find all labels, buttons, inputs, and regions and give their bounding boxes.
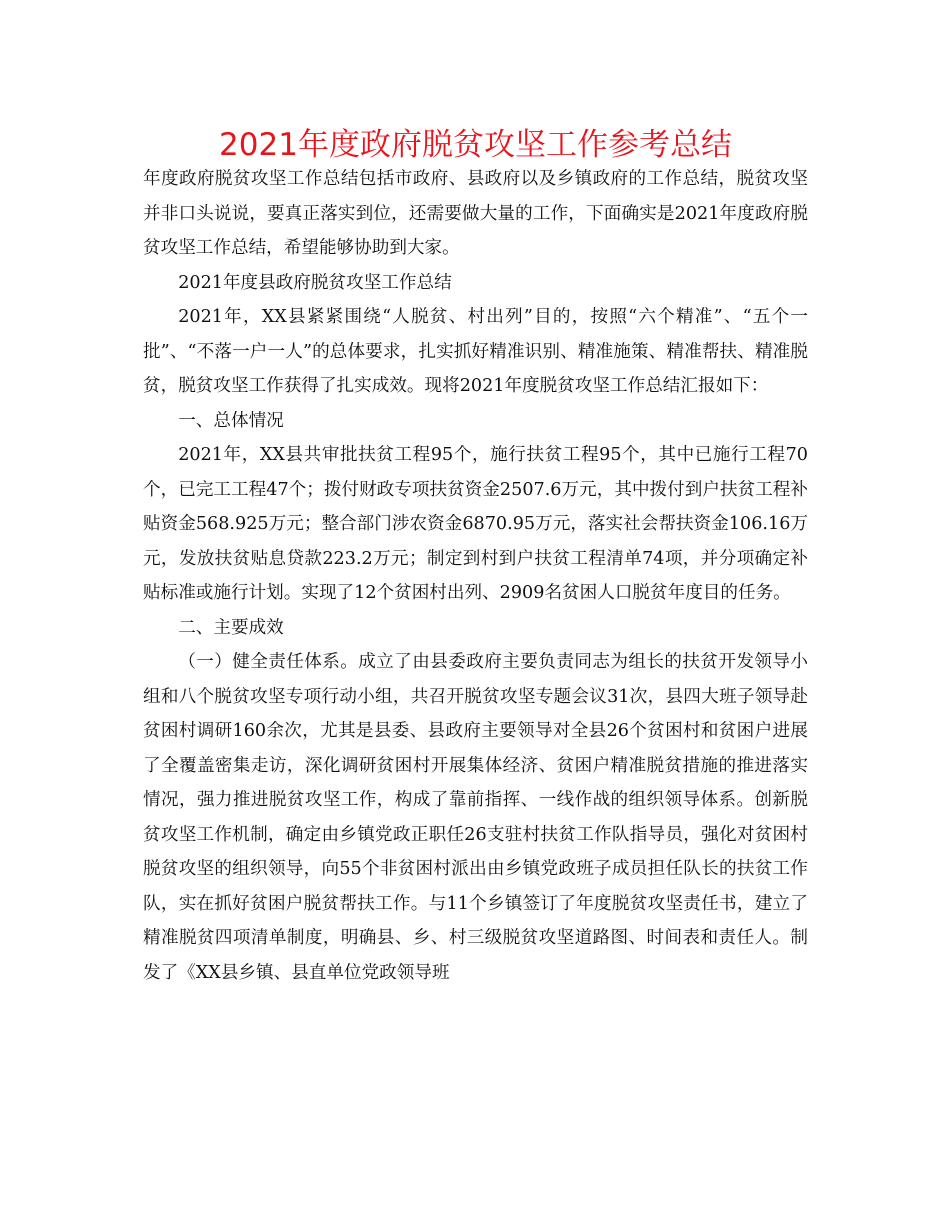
section-heading-overview: 一、总体情况 bbox=[178, 410, 284, 431]
section-heading-county-summary: 2021年度县政府脱贫攻坚工作总结 bbox=[178, 272, 452, 293]
body-paragraph: 2021年，XX县共审批扶贫工程95个，施行扶贫工程95个，其中已施行工程70个，已完工工程47个；拨付财政专项扶贫资金2507.6万元，其中拨付到户扶贫工程补贴资金568.925万元；整合部门涉农资金6870.95万元，落实社会帮扶资金106.16万元，发放扶贫贴息贷款223.2万元；制定到村到户扶贫工程清单74项，并分项确定补贴标准或施行计划。实现了12个贫困村出列、2909名贫困人口脱贫年度目的任务。 bbox=[143, 445, 808, 603]
body-paragraph: 2021年，XX县紧紧围绕“人脱贫、村出列”目的，按照“六个精准”、“五个一批”、“不落一户一人”的总体要求，扎实抓好精准识别、精准施策、精准帮扶、精准脱贫，脱贫攻坚工作获得了扎实成效。现将2021年度脱贫攻坚工作总结汇报如下： bbox=[143, 307, 808, 396]
body-paragraph: （一）健全责任体系。成立了由县委政府主要负责同志为组长的扶贫开发领导小组和八个脱贫攻坚专项行动小组，共召开脱贫攻坚专题会议31次，县四大班子领导赴贫困村调研160余次，尤其是县委、县政府主要领导对全县26个贫困村和贫困户进展了全覆盖密集走访，深化调研贫困村开展集体经济、贫困户精准脱贫措施的推进落实情况，强力推进脱贫攻坚工作，构成了靠前指挥、一线作战的组织领导体系。创新脱贫攻坚工作机制，确定由乡镇党政正职任26支驻村扶贫工作队指导员，强化对贫困村脱贫攻坚的组织领导，向55个非贫困村派出由乡镇党政班子成员担任队长的扶贫工作队，实在抓好贫困户脱贫帮扶工作。与11个乡镇签订了年度脱贫攻坚责任书，建立了精准脱贫四项清单制度，明确县、乡、村三级脱贫攻坚道路图、时间表和责任人。制发了《XX县乡镇、县直单位党政领导班 bbox=[143, 652, 808, 983]
section-heading-achievements: 二、主要成效 bbox=[178, 617, 284, 638]
document-title: 2021年度政府脱贫攻坚工作参考总结 bbox=[219, 127, 732, 163]
document-body bbox=[143, 162, 808, 990]
intro-paragraph: 年度政府脱贫攻坚工作总结包括市政府、县政府以及乡镇政府的工作总结，脱贫攻坚并非口头说说，要真正落实到位，还需要做大量的工作，下面确实是2021年度政府脱贫攻坚工作总结，希望能够协助到大家。 bbox=[143, 169, 808, 258]
